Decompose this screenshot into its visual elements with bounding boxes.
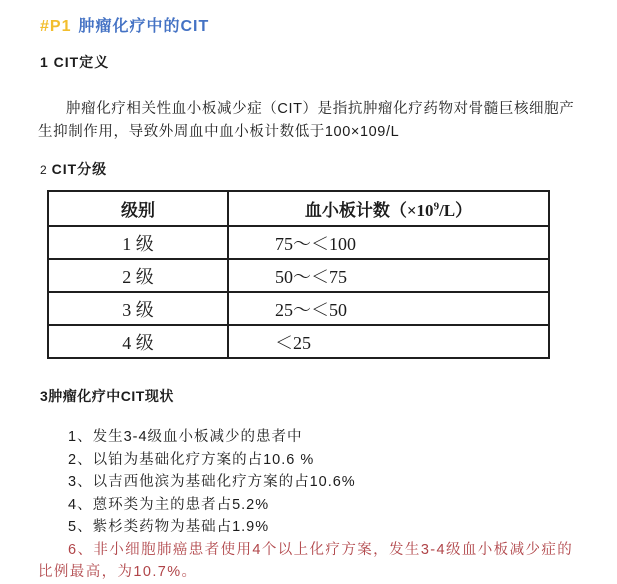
table-cell-count: 75～＜100 <box>228 226 549 259</box>
superscript-9: 9 <box>433 200 440 213</box>
grading-heading-number: 2 <box>40 163 47 177</box>
table-cell-grade: 2 级 <box>48 259 228 292</box>
table-row <box>48 259 549 292</box>
table-header-platelet-count: 血小板计数$(\times 10^9/L)$ <box>228 191 549 226</box>
table-cell-count: 25～＜50 <box>228 292 549 325</box>
section-heading-cit-grading <box>40 159 617 179</box>
table-cell-count: 50～＜75 <box>228 259 549 292</box>
grading-heading-text: CIT分级 <box>51 161 108 177</box>
cit-status-list <box>68 426 617 539</box>
cit-definition-paragraph: 肿瘤化疗相关性血小板减少症（CIT）是指抗肿瘤化疗药物对骨髓巨核细胞产生抑制作用，导致外周血中血小板计数低于100×109/L <box>38 101 575 140</box>
list-item: 5、紫杉类药物为基础占1.9% <box>68 519 270 535</box>
table-header-row <box>48 191 549 226</box>
table-cell-grade: 3 级 <box>48 292 228 325</box>
page-title-text: 肿瘤化疗中的CIT <box>78 18 210 35</box>
section-heading-cit-definition: 1 CIT定义 <box>40 54 110 70</box>
highlight-item-nsclc: 6、非小细胞肺癌患者使用4个以上化疗方案，发生3-4级血小板减少症的比例最高，为10.7%。 <box>38 541 574 580</box>
section-heading-cit-status: 3肿瘤化疗中CIT现状 <box>40 388 174 404</box>
table-row <box>48 292 549 325</box>
table-cell-grade: 1 级 <box>48 226 228 259</box>
page-tag-label: #P1 <box>40 18 72 35</box>
list-item: 3、以吉西他滨为基础化疗方案的占10.6% <box>68 474 356 490</box>
table-cell-grade: 4 级 <box>48 325 228 358</box>
cit-grading-table <box>47 190 550 359</box>
table-cell-count: ＜25 <box>228 325 549 358</box>
table-header-grade: 级别 <box>48 191 228 226</box>
table-row <box>48 325 549 358</box>
list-item: 4、蒽环类为主的患者占5.2% <box>68 496 270 513</box>
table-row <box>48 226 549 259</box>
list-item: 1、发生3-4级血小板减少的患者中 <box>68 429 303 445</box>
list-item: 2、以铂为基础化疗方案的占10.6 % <box>68 451 315 468</box>
page-title <box>40 0 617 36</box>
